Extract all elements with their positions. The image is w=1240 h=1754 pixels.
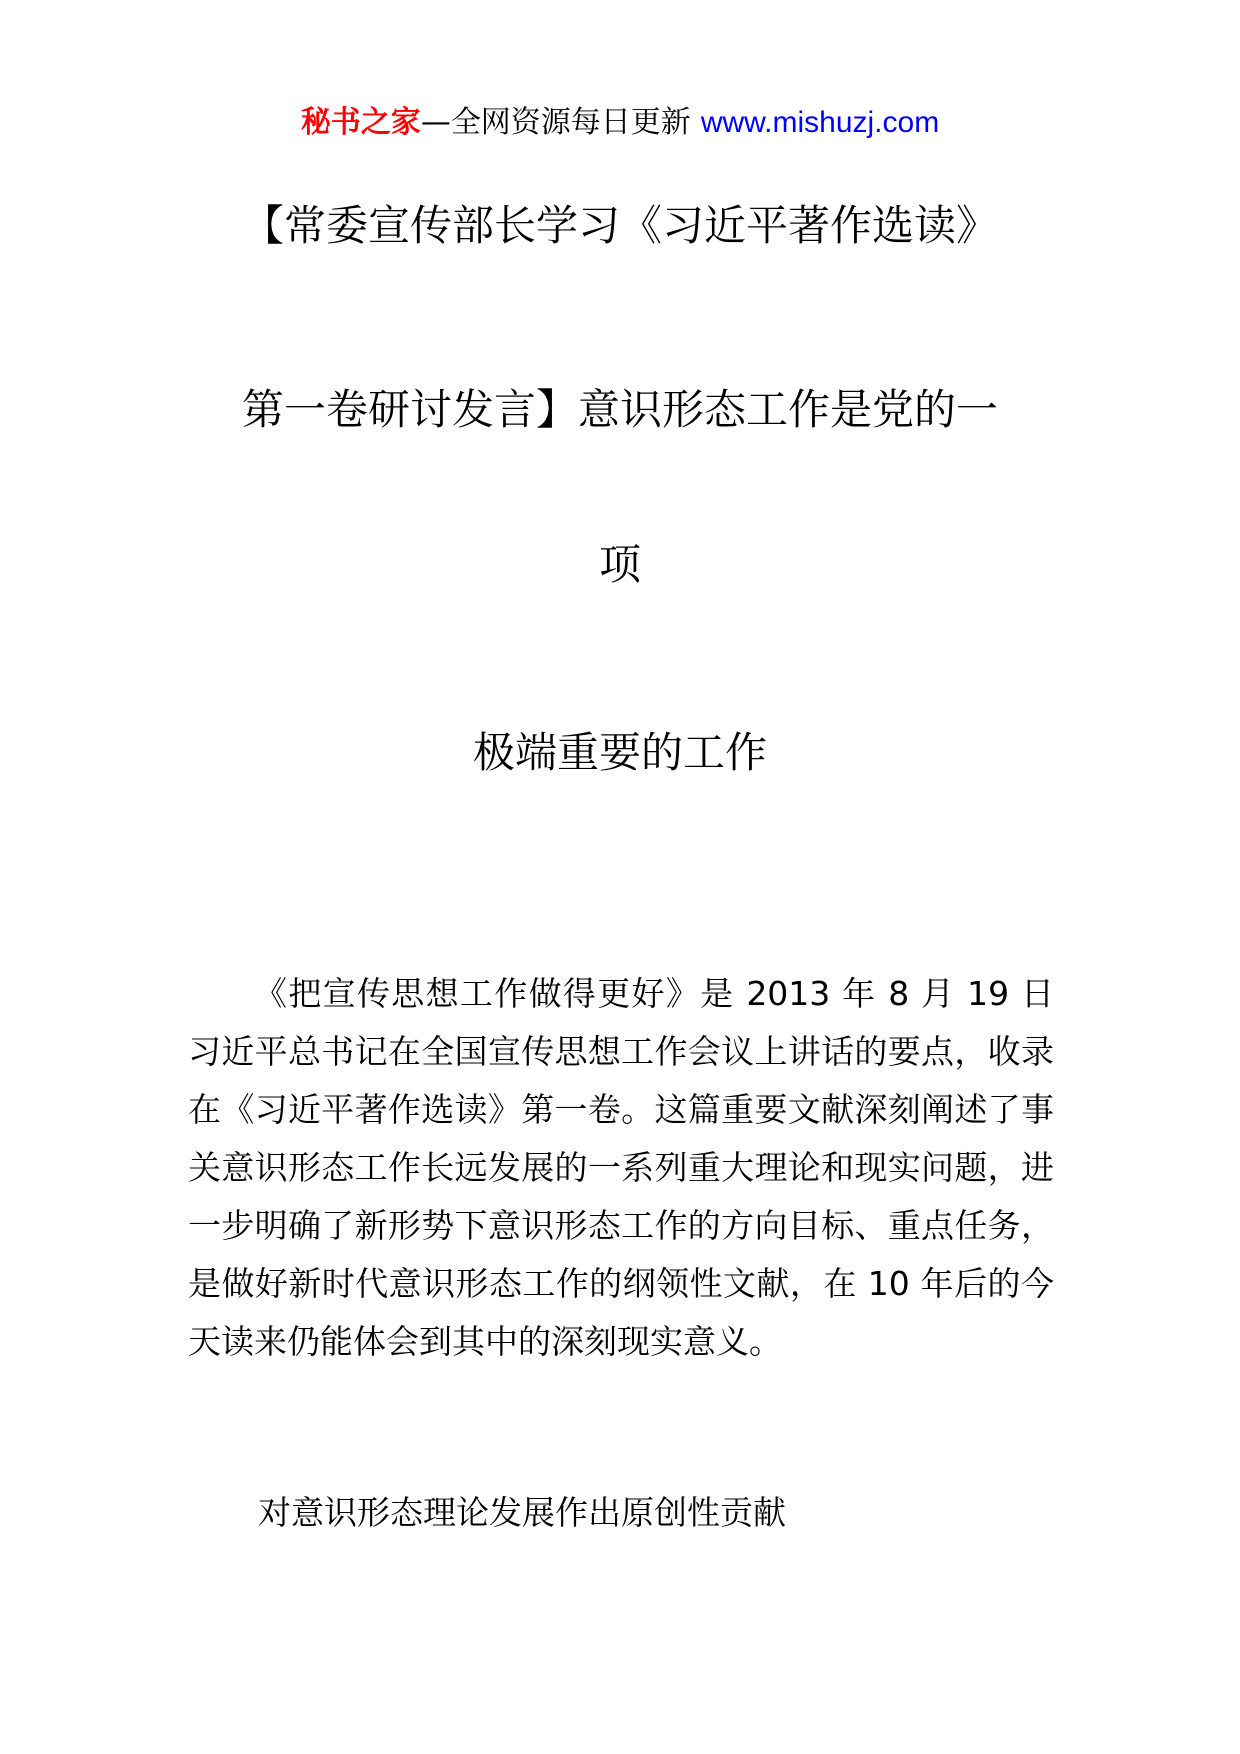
body-paragraph-1: 《把宣传思想工作做得更好》是 2013 年 8 月 19 日习近平总书记在全国宣传思想工作会议上讲话的要点，收录在《习近平著作选读》第一卷。这篇重要文献深刻阐述了事关意识形态工作长远发展的一系列重大理论和现实问题，进一步明确了新形势下意识形态工作的方向目标、重点任务，是做好新时代意识形态工作的纲领性文献，在 10 年后的今天读来仍能体会到其中的深刻现实意义。 <box>188 974 1054 1361</box>
section-heading: 对意识形态理论发展作出原创性贡献 <box>258 1493 786 1532</box>
document-title-line-1: 【常委宣传部长学习《习近平著作选读》 <box>241 201 998 250</box>
brand-name: 秘书之家 <box>300 105 421 140</box>
document-title-line-4: 极端重要的工作 <box>472 728 767 777</box>
site-url-link[interactable]: www.mishuzj.com <box>700 106 940 139</box>
header-tagline: —全网资源每日更新 <box>420 105 691 140</box>
document-title-line-2: 第一卷研讨发言】意识形态工作是党的一 <box>241 385 998 434</box>
document-title-line-3: 项 <box>598 540 641 589</box>
site-header <box>0 101 1240 145</box>
